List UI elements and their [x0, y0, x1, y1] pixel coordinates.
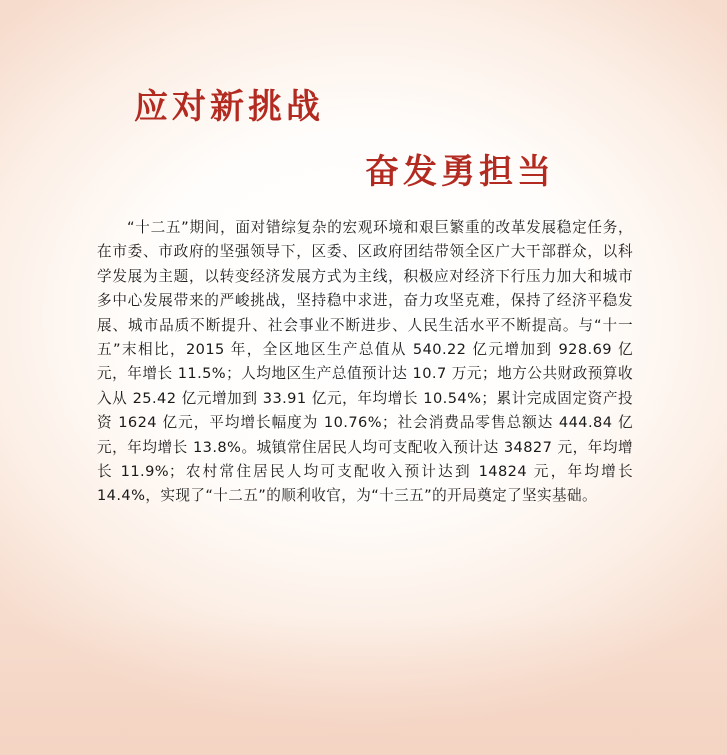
title-line-2: 奋发勇担当 [365, 152, 555, 192]
body-paragraph: “十二五”期间，面对错综复杂的宏观环境和艰巨繁重的改革发展稳定任务，在市委、市政府的坚强领导下，区委、区政府团结带领全区广大干部群众，以科学发展为主题，以转变经济发展方式为主线，积极应对经济下行压力加大和城市多中心发展带来的严峻挑战，坚持稳中求进，奋力攻坚克难，保持了经济平稳发展、城市品质不断提升、社会事业不断进步、人民生活水平不断提高。与“十一五”末相比，2015 年，全区地区生产总值从 540.22 亿元增加到 928.69 亿元，年增长 11.5%；人均地区生产总值预计达 10.7 万元；地方公共财政预算收入从 25.42 亿元增加到 33.91 亿元，年均增长 10.54%；累计完成固定资产投资 1624 亿元，平均增长幅度为 10.76%；社会消费品零售总额达 444.84 亿元，年均增长 13.8%。城镇常住居民人均可支配收入预计达 34827 元，年均增长 11.9%；农村常住居民人均可支配收入预计达到 14824 元，年均增长 14.4%，实现了“十二五”的顺利收官，为“十三五”的开局奠定了坚实基础。 [97, 219, 633, 505]
title-line-1: 应对新挑战 [134, 87, 324, 127]
background-gradient [0, 615, 727, 755]
